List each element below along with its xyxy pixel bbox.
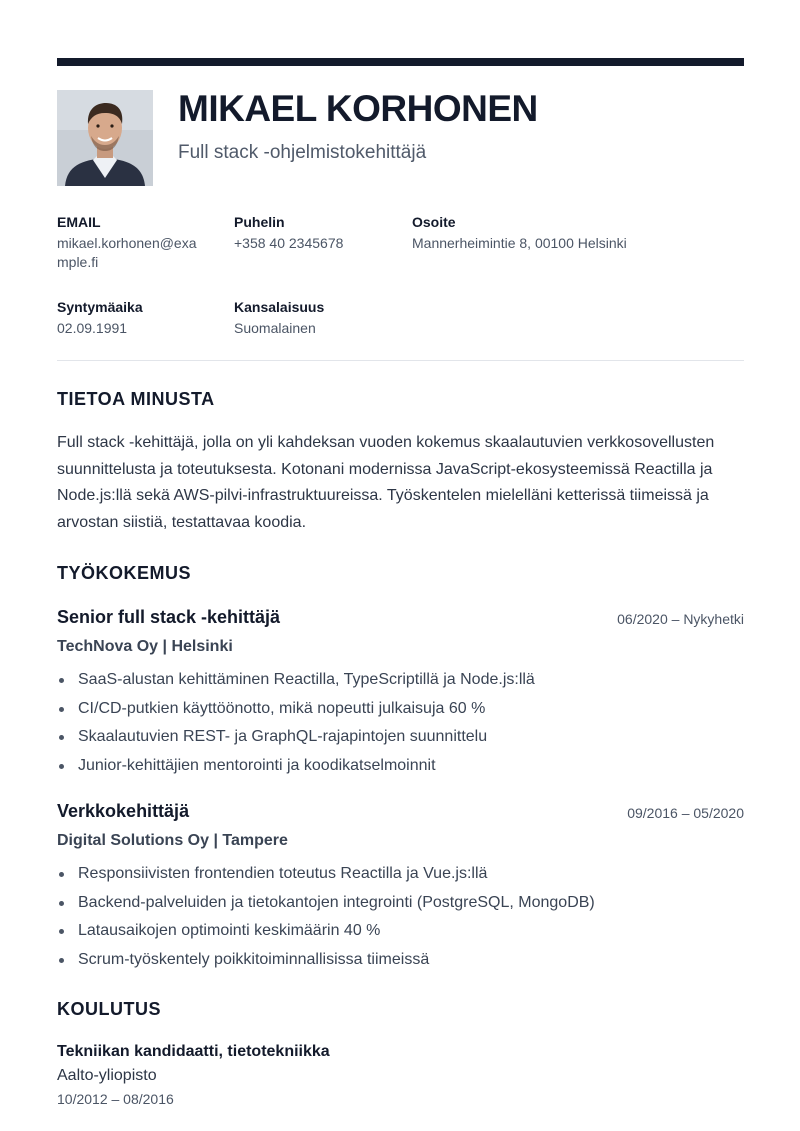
contact-address	[412, 213, 712, 253]
list-item: SaaS-alustan kehittäminen Reactilla, TypeScriptillä ja Node.js:llä	[57, 666, 535, 695]
birthdate-label: Syntymäaika	[57, 299, 143, 315]
education-heading: KOULUTUS	[57, 999, 161, 1019]
address-value: Mannerheimintie 8, 00100 Helsinki	[412, 235, 627, 251]
job-2-dates: 09/2016 – 05/2020	[627, 805, 744, 821]
nationality-label: Kansalaisuus	[234, 299, 325, 315]
contact-email	[57, 213, 217, 272]
about-heading: TIETOA MINUSTA	[57, 389, 215, 409]
list-item: Latausaikojen optimointi keskimäärin 40 %	[57, 917, 595, 946]
contact-phone	[234, 213, 404, 253]
education-degree: Tekniikan kandidaatti, tietotekniikka	[57, 1043, 330, 1060]
education-school: Aalto-yliopisto	[57, 1067, 157, 1084]
job-1-title: Senior full stack -kehittäjä	[57, 607, 281, 627]
job-2-company: Digital Solutions Oy | Tampere	[57, 832, 288, 849]
job-1-dates: 06/2020 – Nykyhetki	[617, 611, 744, 627]
list-item: Skaalautuvien REST- ja GraphQL-rajapintojen suunnittelu	[57, 723, 535, 752]
email-label: EMAIL	[57, 214, 101, 230]
contact-birthdate	[57, 298, 217, 338]
job-2-title: Verkkokehittäjä	[57, 801, 190, 821]
profile-photo	[57, 90, 153, 186]
list-item: CI/CD-putkien käyttöönotto, mikä nopeutti julkaisuja 60 %	[57, 695, 535, 724]
email-line-1: mikael.korhonen@exa	[57, 235, 197, 251]
birthdate-value: 02.09.1991	[57, 320, 128, 336]
list-item: Responsiivisten frontendien toteutus Reactilla ja Vue.js:llä	[57, 860, 595, 889]
list-item: Backend-palveluiden ja tietokantojen integrointi (PostgreSQL, MongoDB)	[57, 889, 595, 918]
job-1-bullets	[57, 666, 535, 780]
job-2-bullets	[57, 860, 595, 974]
phone-value[interactable]: +358 40 2345678	[234, 235, 344, 251]
section-divider	[57, 360, 744, 361]
email-value[interactable]	[57, 233, 217, 272]
portrait-image	[57, 90, 153, 186]
contact-nationality	[234, 298, 404, 338]
list-item: Junior-kehittäjien mentorointi ja koodikatselmoinnit	[57, 752, 535, 781]
phone-label: Puhelin	[234, 214, 285, 230]
experience-heading: TYÖKOKEMUS	[57, 563, 192, 583]
education-dates: 10/2012 – 08/2016	[57, 1091, 174, 1107]
address-label: Osoite	[412, 214, 456, 230]
nationality-value: Suomalainen	[234, 320, 316, 336]
email-line-2: mple.fi	[57, 254, 99, 270]
header-accent-bar	[57, 58, 744, 66]
about-text: Full stack -kehittäjä, jolla on yli kahdeksan vuoden kokemus skaalautuvien verkkosovellusten suunnittelusta ja toteutuksesta. Kotonani modernissa JavaScript-ekosysteemissä Reactilla ja Node.js:llä sekä AWS-pilvi-infrastruktuureissa. Työskentelen mielelläni ketterissä tiimeissä ja arvostan siistiä, testattavaa koodia.	[57, 434, 715, 531]
candidate-name: MIKAEL KORHONEN	[178, 88, 538, 129]
job-1-company: TechNova Oy | Helsinki	[57, 638, 233, 655]
candidate-title: Full stack -ohjelmistokehittäjä	[178, 142, 427, 163]
list-item: Scrum-työskentely poikkitoiminnallisissa tiimeissä	[57, 946, 595, 975]
